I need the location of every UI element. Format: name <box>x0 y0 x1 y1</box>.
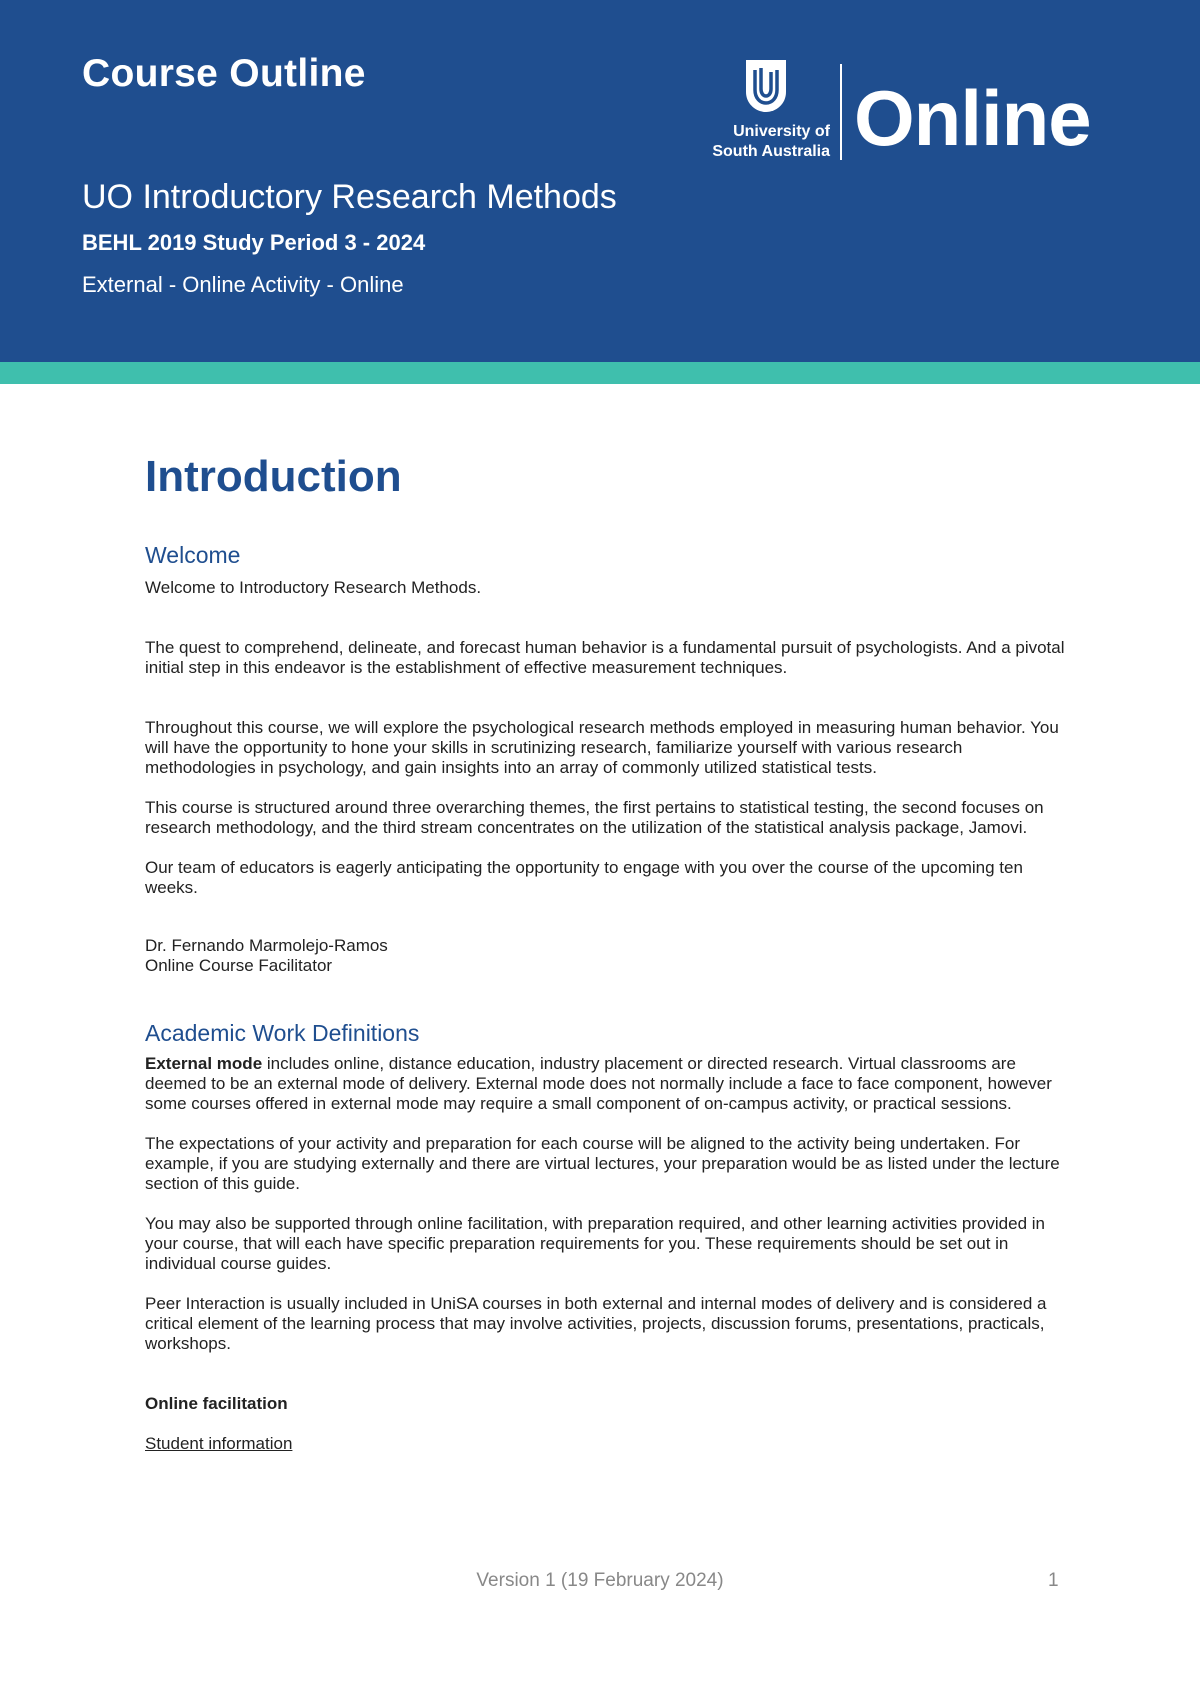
student-information-link[interactable]: Student information <box>145 1434 293 1453</box>
course-title: UO Introductory Research Methods <box>82 178 617 216</box>
external-mode-text: includes online, distance education, industry placement or directed research. Virtual classrooms are deemed to be an external mode of delivery. External mode does not normally include a face to face component, however some courses offered in external mode may require a small component of on-campus activity, or practical sessions. <box>145 1054 1052 1113</box>
page-number: 1 <box>1048 1570 1059 1591</box>
logo-wordmark: Online <box>854 74 1091 162</box>
logo-line-2: South Australia <box>712 143 830 160</box>
welcome-paragraph: Welcome to Introductory Research Methods. <box>145 578 482 597</box>
logo-line-1: University of <box>733 123 830 140</box>
signature-name: Dr. Fernando Marmolejo-Ramos <box>145 936 388 955</box>
introduction-heading: Introduction <box>145 452 402 501</box>
document-type: Course Outline <box>82 52 366 95</box>
signature-role: Online Course Facilitator <box>145 956 333 975</box>
academic-paragraph: You may also be supported through online facilitation, with preparation required, and other learning activities provided in your course, that will each have specific preparation requirements for you. These requirements should be set out in individual course guides. <box>145 1214 1045 1273</box>
logo-university-name <box>700 122 830 162</box>
intro-paragraph: Throughout this course, we will explore the psychological research methods employed in measuring human behavior. You will have the opportunity to hone your skills in scrutinizing research, familiarize yourself with various research methodologies in psychology, and gain insights into an array of commonly utilized statistical tests. <box>145 718 1059 777</box>
course-code: BEHL 2019 Study Period 3 - 2024 <box>82 230 426 255</box>
unisa-crest-icon <box>744 58 788 114</box>
external-mode-paragraph <box>145 1054 1070 1114</box>
main-content <box>145 440 1070 1454</box>
external-mode-term: External mode <box>145 1054 263 1073</box>
footer-version: Version 1 (19 February 2024) <box>476 1570 724 1591</box>
intro-paragraph: Our team of educators is eagerly anticipating the opportunity to engage with you over the course of the upcoming ten weeks. <box>145 858 1023 897</box>
intro-paragraph: The quest to comprehend, delineate, and forecast human behavior is a fundamental pursuit of psychologists. And a pivotal initial step in this endeavor is the establishment of effective measurement techniques. <box>145 638 1065 677</box>
academic-paragraph: Peer Interaction is usually included in UniSA courses in both external and internal modes of delivery and is considered a critical element of the learning process that may involve activities, projects, discussion forums, presentations, practicals, workshops. <box>145 1294 1047 1353</box>
unisa-online-logo <box>700 58 1120 168</box>
logo-divider <box>840 64 842 160</box>
intro-paragraph: This course is structured around three overarching themes, the first pertains to statistical testing, the second focuses on research methodology, and the third stream concentrates on the utilization of the statistical analysis package, Jamovi. <box>145 798 1044 837</box>
academic-work-heading: Academic Work Definitions <box>145 1020 420 1046</box>
accent-bar <box>0 362 1200 384</box>
delivery-mode: External - Online Activity - Online <box>82 272 404 297</box>
welcome-heading: Welcome <box>145 542 241 568</box>
online-facilitation-label: Online facilitation <box>145 1394 288 1413</box>
academic-paragraph: The expectations of your activity and preparation for each course will be aligned to the activity being undertaken. For example, if you are studying externally and there are virtual lectures, your preparation would be as listed under the lecture section of this guide. <box>145 1134 1060 1193</box>
